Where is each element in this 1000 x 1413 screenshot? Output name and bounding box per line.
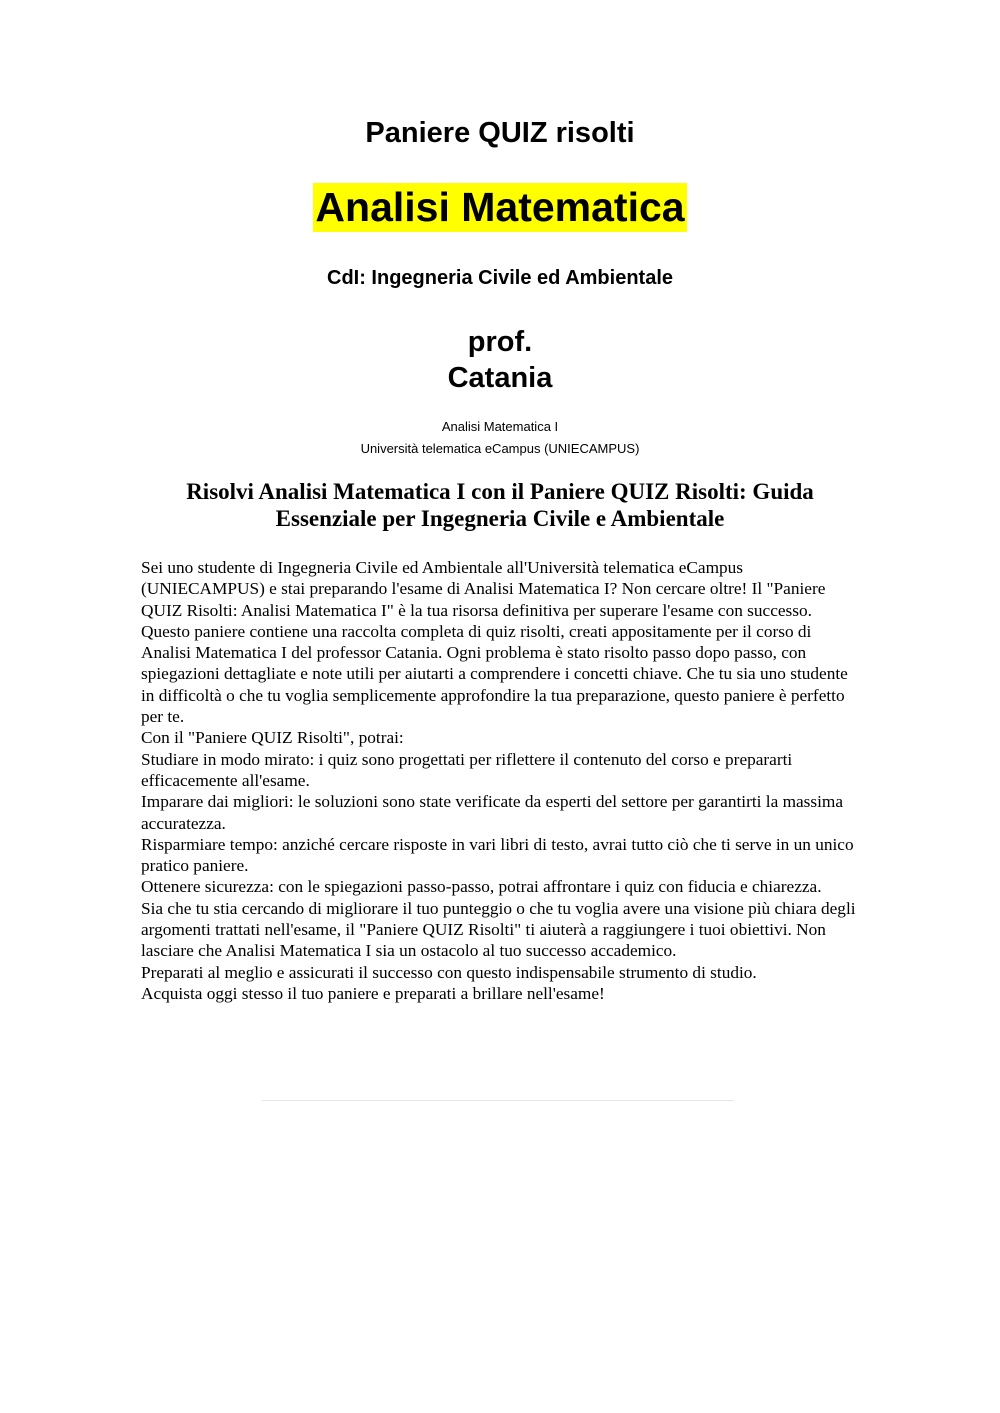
professor-name: Catania [447, 362, 553, 394]
paragraph-conclusion: Sia che tu stia cercando di migliorare il tuo punteggio o che tu voglia avere una visione più chiara degli argomenti trattati nell'esame, il "Paniere QUIZ Risolti" ti aiuterà a raggiungere i tuoi obiettivi. Non lasciare che Analisi Matematica I sia un ostacolo al tuo successo accademico. [141, 898, 856, 961]
course-meta [0, 416, 1000, 460]
benefit-item: Imparare dai migliori: le soluzioni sono state verificate da esperti del settore per garantirti la massima accuratezza. [141, 792, 844, 833]
benefit-item: Studiare in modo mirato: i quiz sono progettati per riflettere il contenuto del corso e prepararti efficacemente all'esame. [141, 749, 793, 790]
paragraph-intro: Sei uno studente di Ingegneria Civile ed Ambientale all'Università telematica eCampus (UNIECAMPUS) e stai preparando l'esame di Analisi Matematica I? Non cercare oltre! Il "Paniere QUIZ Risolti: Analisi Matematica I" è la tua risorsa definitiva per superare l'esame con successo. [141, 558, 826, 620]
university-name: Università telematica eCampus (UNIECAMPUS) [360, 441, 640, 456]
paragraph-description: Questo paniere contiene una raccolta completa di quiz risolti, creati appositamente per il corso di Analisi Matematica I del professor Catania. Ogni problema è stato risolto passo dopo passo, con spiegazioni dettagliate e note utili per aiutarti a comprendere i concetti chiave. Che tu sia uno studente in difficoltà o che tu voglia semplicemente approfondire la tua preparazione, questo paniere è perfetto per te. [141, 621, 848, 727]
benefit-item: Ottenere sicurezza: con le spiegazioni passo-passo, potrai affrontare i quiz con fiducia e chiarezza. [141, 877, 822, 897]
paragraph-call-to-action: Acquista oggi stesso il tuo paniere e preparati a brillare nell'esame! [141, 983, 605, 1003]
benefit-item: Risparmiare tempo: anziché cercare risposte in vari libri di testo, avrai tutto ciò che ti serve in un unico pratico paniere. [141, 834, 854, 876]
subject-name: Analisi Matematica I [441, 419, 559, 434]
article-body [141, 557, 863, 1004]
course-title-wrapper [0, 183, 1000, 232]
horizontal-divider [262, 1100, 734, 1101]
professor-prefix: prof. [467, 326, 533, 358]
degree-course: CdI: Ingegneria Civile ed Ambientale [327, 267, 673, 289]
course-title-highlighted: Analisi Matematica [315, 184, 685, 230]
paragraph-call-to-prepare: Preparati al meglio e assicurati il successo con questo indispensabile strumento di studio. [141, 962, 757, 982]
document-title: Paniere QUIZ risolti [365, 117, 635, 149]
article-heading: Risolvi Analisi Matematica I con il Paniere QUIZ Risolti: Guida Essenziale per Ingegneria Civile e Ambientale [186, 479, 814, 531]
paragraph-list-intro: Con il "Paniere QUIZ Risolti", potrai: [141, 728, 404, 748]
professor-block [0, 324, 1000, 396]
